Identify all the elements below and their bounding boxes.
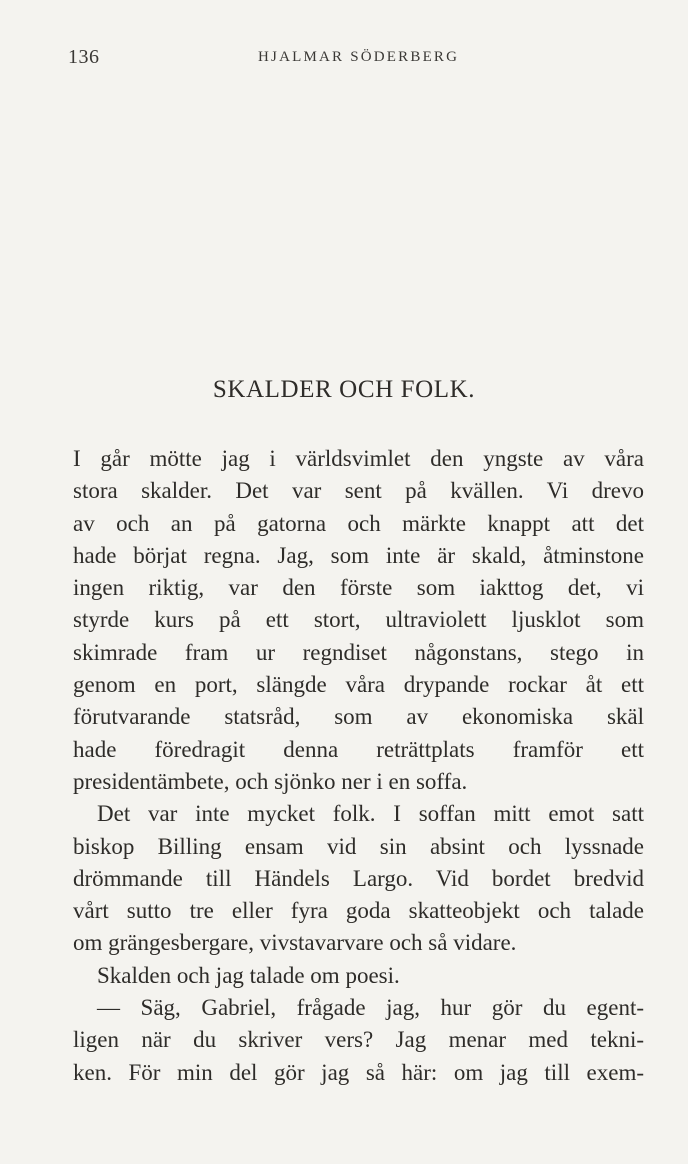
running-head — [68, 46, 643, 74]
text-line: ligen när du skriver vers? Jag menar med tekni- — [73, 1027, 644, 1053]
chapter-title: SKALDER OCH FOLK. — [212, 376, 476, 403]
text-line: styrde kurs på ett stort, ultraviolett ljusklot som — [73, 607, 644, 633]
text-line: — Säg, Gabriel, frågade jag, hur gör du egent- — [97, 995, 644, 1021]
text-line: biskop Billing ensam vid sin absint och lyssnade — [73, 833, 644, 859]
text-line: stora skalder. Det var sent på kvällen. Vi drevo — [73, 478, 644, 504]
text-line: vårt sutto tre eller fyra goda skatteobjekt och talade — [73, 898, 644, 924]
page-number: 136 — [68, 46, 100, 68]
text-line: I går mötte jag i världsvimlet den yngste av våra — [73, 446, 644, 471]
text-line: om grängesbergare, vivstavarvare och så vidare. — [73, 930, 517, 956]
text-line: ken. För min del gör jag så här: om jag till exem- — [73, 1059, 644, 1085]
text-line: Skalden och jag talade om poesi. — [97, 962, 400, 988]
text-line: hade börjat regna. Jag, som inte är skald, åtminstone — [73, 542, 644, 568]
text-line: förutvarande statsråd, som av ekonomiska skäl — [73, 704, 644, 730]
body-text — [73, 443, 644, 1089]
text-line: hade föredragit denna reträttplats framför ett — [73, 736, 644, 762]
text-line: skimrade fram ur regndiset någonstans, stego in — [73, 639, 644, 665]
text-line: presidentämbete, och sjönko ner i en soffa. — [73, 768, 468, 794]
text-line: av och an på gatorna och märkte knappt att det — [73, 510, 644, 536]
running-title: HJALMAR SÖDERBERG — [258, 49, 460, 65]
text-line: genom en port, slängde våra drypande rockar åt ett — [73, 672, 644, 698]
text-line: drömmande till Händels Largo. Vid bordet bredvid — [73, 865, 644, 891]
text-line: Det var inte mycket folk. I soffan mitt emot satt — [97, 801, 644, 827]
text-line: ingen riktig, var den förste som iakttog det, vi — [73, 575, 644, 601]
